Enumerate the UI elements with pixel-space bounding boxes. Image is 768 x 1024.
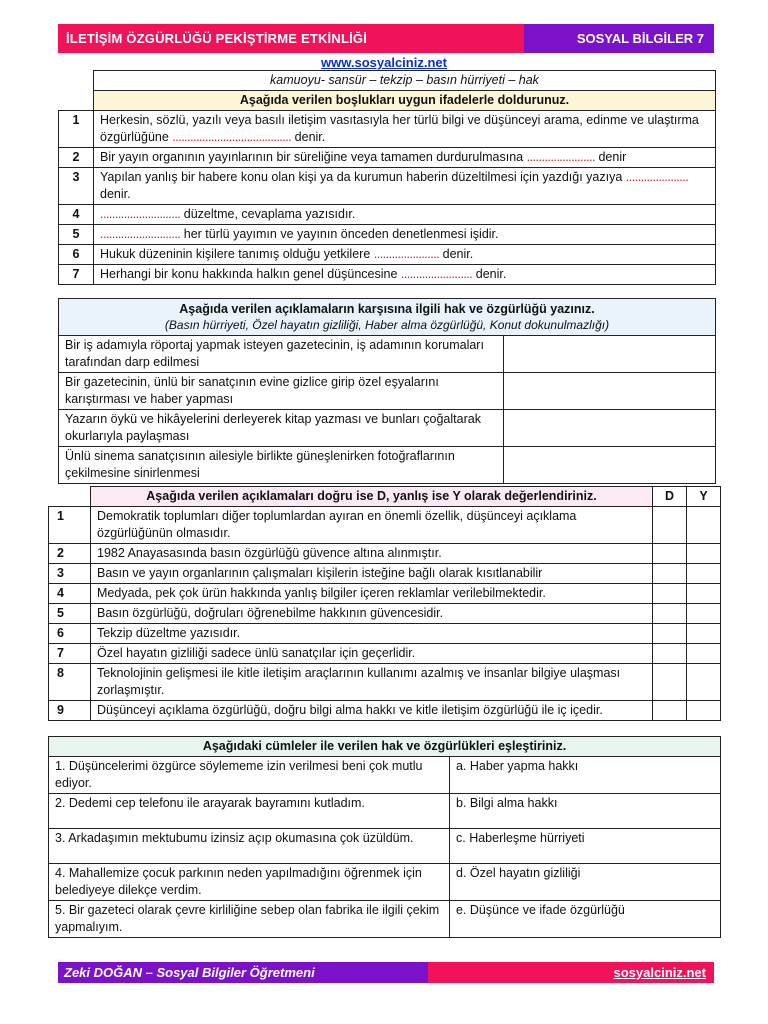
answer-blank[interactable]: ........................... (100, 207, 181, 221)
rights-answer-cell[interactable] (504, 373, 716, 410)
item-number: 3 (59, 168, 94, 205)
subject-label: SOSYAL BİLGİLER 7 (524, 24, 714, 53)
matching-row (49, 794, 721, 829)
statement-text: Tekzip düzeltme yazısıdır. (91, 624, 653, 644)
rights-options: (Basın hürriyeti, Özel hayatın gizliliği, Haber alma özgürlüğü, Konut dokunulmazlığı) (164, 318, 610, 332)
sentence-end: düzeltme, cevaplama yazısıdır. (180, 207, 356, 221)
statement-text: Teknolojinin gelişmesi ile kitle iletişim araçlarının kullanımı azalmış ve insanlar bilgiye ulaşması zorlaşmıştır. (91, 664, 653, 701)
sentence-end: denir. (472, 267, 507, 281)
matching-title: Aşağıdaki cümleler ile verilen hak ve özgürlükleri eşleştiriniz. (49, 737, 721, 757)
true-answer-box[interactable] (653, 664, 687, 701)
matching-row (49, 864, 721, 901)
matching-sentence: 5. Bir gazeteci olarak çevre kirliliğine sebep olan fabrika ile ilgili çekim yapmalıyım. (49, 901, 450, 938)
rights-table (58, 298, 716, 484)
matching-sentence: 2. Dedemi cep telefonu ile arayarak bayramını kutladım. (49, 794, 450, 829)
item-number: 2 (59, 148, 94, 168)
false-answer-box[interactable] (687, 544, 721, 564)
matching-sentence: 1. Düşüncelerimi özgürce söylememe izin verilmesi beni çok mutlu ediyor. (49, 757, 450, 794)
sentence-end: denir. (291, 130, 326, 144)
fill-blank-row (59, 148, 716, 168)
false-answer-box[interactable] (687, 701, 721, 721)
statement-text: Özel hayatın gizliliği sadece ünlü sanatçılar için geçerlidir. (91, 644, 653, 664)
sentence-start: Herhangi bir konu hakkında halkın genel düşüncesine (100, 267, 401, 281)
matching-sentence: 4. Mahallemize çocuk parkının neden yapılmadığını öğrenmek için belediyeye dilekçe verdim. (49, 864, 450, 901)
fill-blank-text (94, 225, 716, 245)
sentence-end: denir. (100, 187, 131, 201)
footer-bar (58, 962, 714, 983)
false-answer-box[interactable] (687, 604, 721, 624)
rights-title: Aşağıda verilen açıklamaların karşısına ilgili hak ve özgürlüğü yazınız. (179, 302, 595, 316)
false-answer-box[interactable] (687, 507, 721, 544)
item-number: 1 (49, 507, 91, 544)
fill-blank-text (94, 205, 716, 225)
true-false-row (49, 604, 721, 624)
item-number: 3 (49, 564, 91, 584)
fill-blank-row (59, 205, 716, 225)
matching-right-option: a. Haber yapma hakkı (450, 757, 721, 794)
sentence-end: denir (595, 150, 627, 164)
sentence-start: Herkesin, sözlü, yazılı veya basılı iletişim vasıtasıyla her türlü bilgi ve düşünceyi arama, edinme ve ulaştırma özgürlüğüne (100, 113, 699, 144)
statement-text: Medyada, pek çok ürün hakkında yanlış bilgiler içeren reklamlar verilebilmektedir. (91, 584, 653, 604)
answer-blank[interactable]: ...................... (373, 247, 440, 261)
true-answer-box[interactable] (653, 507, 687, 544)
rights-answer-cell[interactable] (504, 410, 716, 447)
statement-text: Düşünceyi açıklama özgürlüğü, doğru bilgi alma hakkı ve kitle iletişim özgürlüğü ile iç içedir. (91, 701, 653, 721)
sentence-start: Bir yayın organının yayınlarının bir süreliğine veya tamamen durdurulmasına (100, 150, 527, 164)
true-false-row (49, 507, 721, 544)
matching-row (49, 757, 721, 794)
rights-row (59, 373, 716, 410)
fill-blank-row (59, 168, 716, 205)
answer-blank[interactable]: ....................... (526, 150, 595, 164)
footer-author: Zeki DOĞAN – Sosyal Bilgiler Öğretmeni (58, 962, 428, 983)
item-number: 6 (59, 245, 94, 265)
fill-blank-text (94, 111, 716, 148)
true-false-row (49, 701, 721, 721)
true-false-table (48, 486, 721, 721)
sentence-start: Hukuk düzeninin kişilere tanımış olduğu yetkilere (100, 247, 374, 261)
true-false-row (49, 624, 721, 644)
false-answer-box[interactable] (687, 584, 721, 604)
sentence-start: Yapılan yanlış bir habere konu olan kişi ya da kurumun haberin düzeltilmesi için yazdığı yazıya (100, 170, 626, 184)
true-false-row (49, 564, 721, 584)
footer-site-link[interactable]: sosyalciniz.net (428, 962, 714, 983)
answer-blank[interactable]: ..................... (625, 170, 689, 184)
true-answer-box[interactable] (653, 584, 687, 604)
rights-row (59, 410, 716, 447)
false-answer-box[interactable] (687, 644, 721, 664)
item-number: 9 (49, 701, 91, 721)
true-false-row (49, 544, 721, 564)
rights-row (59, 447, 716, 484)
header-bar (58, 24, 714, 53)
matching-right-option: c. Haberleşme hürriyeti (450, 829, 721, 864)
sentence-end: denir. (439, 247, 474, 261)
true-answer-box[interactable] (653, 604, 687, 624)
true-answer-box[interactable] (653, 701, 687, 721)
matching-row (49, 901, 721, 938)
fill-blank-text (94, 265, 716, 285)
true-false-row (49, 644, 721, 664)
false-answer-box[interactable] (687, 624, 721, 644)
true-answer-box[interactable] (653, 544, 687, 564)
rights-answer-cell[interactable] (504, 336, 716, 373)
worksheet-title: İLETİŞİM ÖZGÜRLÜĞÜ PEKİŞTİRME ETKİNLİĞİ (58, 24, 524, 53)
item-number: 7 (59, 265, 94, 285)
fill-blanks-table (58, 70, 716, 285)
fill-blanks-instruction: Aşağıda verilen boşlukları uygun ifadelerle doldurunuz. (94, 91, 716, 111)
matching-right-option: e. Düşünce ve ifade özgürlüğü (450, 901, 721, 938)
fill-blank-row (59, 111, 716, 148)
spacer-cell (49, 487, 91, 507)
site-link[interactable]: www.sosyalciniz.net (321, 55, 447, 70)
item-number: 2 (49, 544, 91, 564)
fill-blank-row (59, 245, 716, 265)
item-number: 8 (49, 664, 91, 701)
rights-header (59, 299, 716, 336)
spacer-cell (59, 91, 94, 111)
true-column-header: D (653, 487, 687, 507)
fill-blank-text (94, 168, 716, 205)
matching-sentence: 3. Arkadaşımın mektubumu izinsiz açıp okumasına çok üzüldüm. (49, 829, 450, 864)
item-number: 4 (49, 584, 91, 604)
true-false-row (49, 664, 721, 701)
answer-blank[interactable]: ........................... (100, 227, 181, 241)
true-false-row (49, 584, 721, 604)
true-answer-box[interactable] (653, 624, 687, 644)
matching-table (48, 736, 721, 938)
rights-row (59, 336, 716, 373)
fill-blank-text (94, 245, 716, 265)
item-number: 5 (59, 225, 94, 245)
fill-blank-text (94, 148, 716, 168)
rights-description: Yazarın öykü ve hikâyelerini derleyerek kitap yazması ve bunları çoğaltarak okurlarıyla paylaşması (59, 410, 504, 447)
statement-text: Basın özgürlüğü, doğruları öğrenebilme hakkının güvencesidir. (91, 604, 653, 624)
true-false-title: Aşağıda verilen açıklamaları doğru ise D, yanlış ise Y olarak değerlendiriniz. (91, 487, 653, 507)
item-number: 4 (59, 205, 94, 225)
rights-description: Ünlü sinema sanatçısının ailesiyle birlikte güneşlenirken fotoğraflarının çekilmesine sinirlenmesi (59, 447, 504, 484)
answer-blank[interactable]: ........................................ (172, 130, 292, 144)
false-column-header: Y (687, 487, 721, 507)
fill-blank-row (59, 225, 716, 245)
rights-answer-cell[interactable] (504, 447, 716, 484)
matching-right-option: b. Bilgi alma hakkı (450, 794, 721, 829)
item-number: 5 (49, 604, 91, 624)
statement-text: Basın ve yayın organlarının çalışmaları kişilerin isteğine bağlı olarak kısıtlanabilir (91, 564, 653, 584)
statement-text: 1982 Anayasasında basın özgürlüğü güvence altına alınmıştır. (91, 544, 653, 564)
matching-right-option: d. Özel hayatın gizliliği (450, 864, 721, 901)
item-number: 7 (49, 644, 91, 664)
item-number: 6 (49, 624, 91, 644)
true-answer-box[interactable] (653, 564, 687, 584)
fill-blank-row (59, 265, 716, 285)
statement-text: Demokratik toplumları diğer toplumlardan ayıran en önemli özellik, düşünceyi açıklama özgürlüğünün olmasıdır. (91, 507, 653, 544)
rights-description: Bir iş adamıyla röportaj yapmak isteyen gazetecinin, iş adamının korumaları tarafından darp edilmesi (59, 336, 504, 373)
answer-blank[interactable]: ........................ (400, 267, 473, 281)
spacer-cell (59, 71, 94, 91)
word-bank: kamuoyu- sansür – tekzip – basın hürriyeti – hak (94, 71, 716, 91)
true-answer-box[interactable] (653, 644, 687, 664)
rights-description: Bir gazetecinin, ünlü bir sanatçının evine gizlice girip özel eşyalarını karıştırması ve haber yapması (59, 373, 504, 410)
false-answer-box[interactable] (687, 564, 721, 584)
item-number: 1 (59, 111, 94, 148)
false-answer-box[interactable] (687, 664, 721, 701)
matching-row (49, 829, 721, 864)
sentence-end: her türlü yayımın ve yayının önceden denetlenmesi işidir. (180, 227, 499, 241)
